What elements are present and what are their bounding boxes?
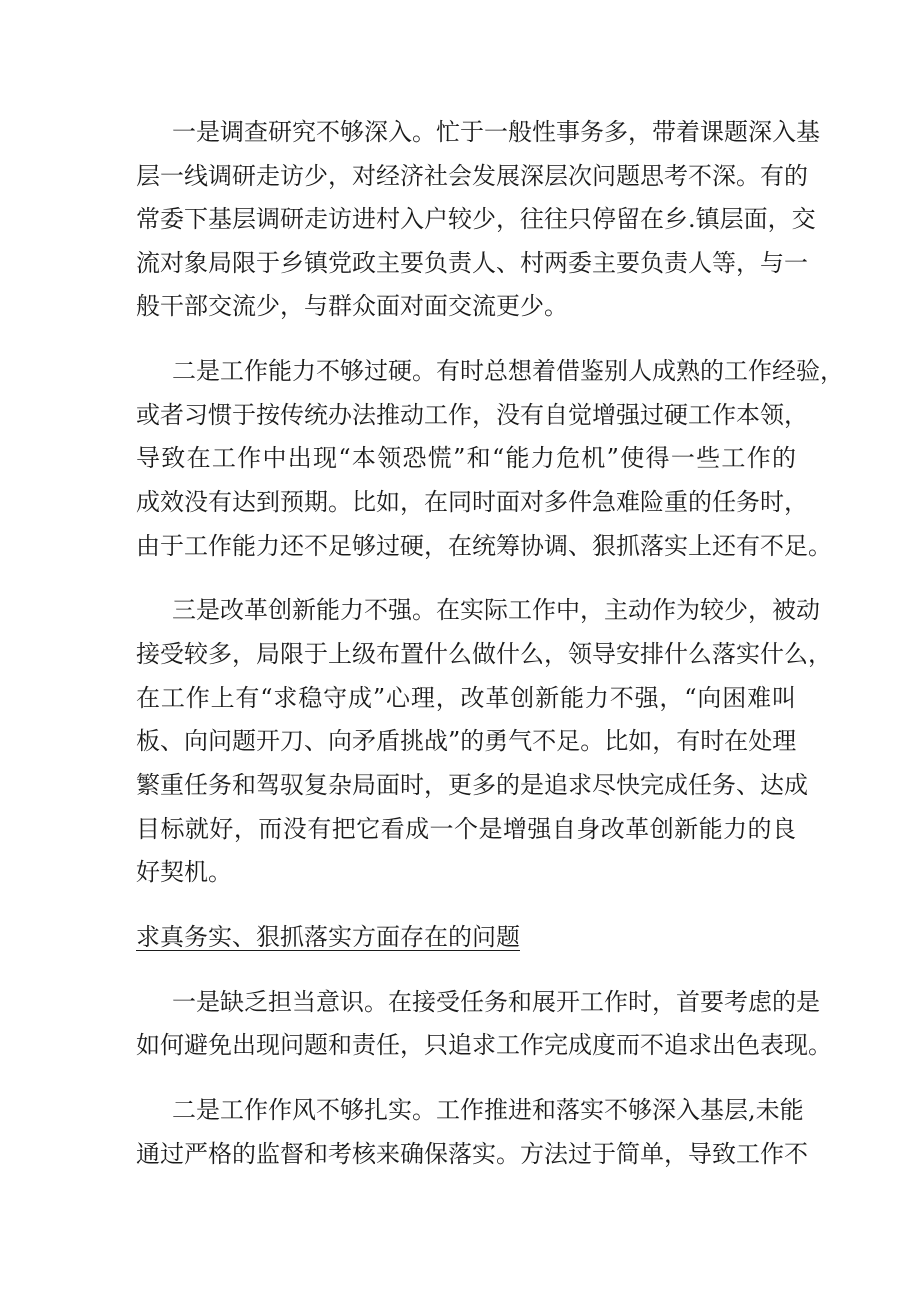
paragraph-3-line-5: 繁重任务和驾驭复杂局面时，更多的是追求尽快完成任务、达成 <box>136 771 808 799</box>
paragraph-1-line-4: 流对象局限于乡镇党政主要负责人、村两委主要负责人等，与一 <box>136 249 808 277</box>
paragraph-5-line-2: 通过严格的监督和考核来确保落实。方法过于简单，导致工作不 <box>136 1140 808 1168</box>
paragraph-3-line-2: 接受较多，局限于上级布置什么做什么，领导安排什么落实什么， <box>136 640 832 668</box>
paragraph-4-line-1: 一是缺乏担当意识。在接受任务和展开工作时，首要考虑的是 <box>172 988 820 1016</box>
section-heading: 求真务实、狠抓落实方面存在的问题 <box>136 923 520 951</box>
paragraph-4-line-2: 如何避免出现问题和责任，只追求工作完成度而不追求出色表现。 <box>136 1031 832 1059</box>
paragraph-3-line-6: 目标就好，而没有把它看成一个是增强自身改革创新能力的良 <box>136 815 796 843</box>
paragraph-1-line-1: 一是调查研究不够深入。忙于一般性事务多，带着课题深入基 <box>172 118 820 146</box>
paragraph-2-line-3: 导致在工作中出现“本领恐慌”和“能力危机”使得一些工作的 <box>136 444 796 472</box>
paragraph-2-line-4: 成效没有达到预期。比如，在同时面对多件急难险重的任务时， <box>136 488 808 516</box>
paragraph-2-line-2: 或者习惯于按传统办法推动工作，没有自觉增强过硬工作本领， <box>136 401 808 429</box>
paragraph-1-line-5: 般干部交流少，与群众面对面交流更少。 <box>136 292 568 320</box>
paragraph-5-line-1: 二是工作作风不够扎实。工作推进和落实不够深入基层,未能 <box>172 1096 804 1124</box>
paragraph-3-line-3: 在工作上有“求稳守成”心理，改革创新能力不强，“向困难叫 <box>136 684 796 712</box>
paragraph-3-line-4: 板、向问题开刀、向矛盾挑战”的勇气不足。比如，有时在处理 <box>136 727 797 755</box>
paragraph-3-line-1: 三是改革创新能力不强。在实际工作中，主动作为较少，被动 <box>172 596 820 624</box>
paragraph-1-line-2: 层一线调研走访少，对经济社会发展深层次问题思考不深。有的 <box>136 162 808 190</box>
paragraph-2-line-1: 二是工作能力不够过硬。有时总想着借鉴别人成熟的工作经验， <box>172 357 844 385</box>
paragraph-3-line-7: 好契机。 <box>136 858 232 886</box>
paragraph-1-line-3: 常委下基层调研走访进村入户较少，往往只停留在乡.镇层面，交 <box>136 205 816 233</box>
paragraph-2-line-5: 由于工作能力还不足够过硬，在统筹协调、狠抓落实上还有不足。 <box>136 532 832 560</box>
